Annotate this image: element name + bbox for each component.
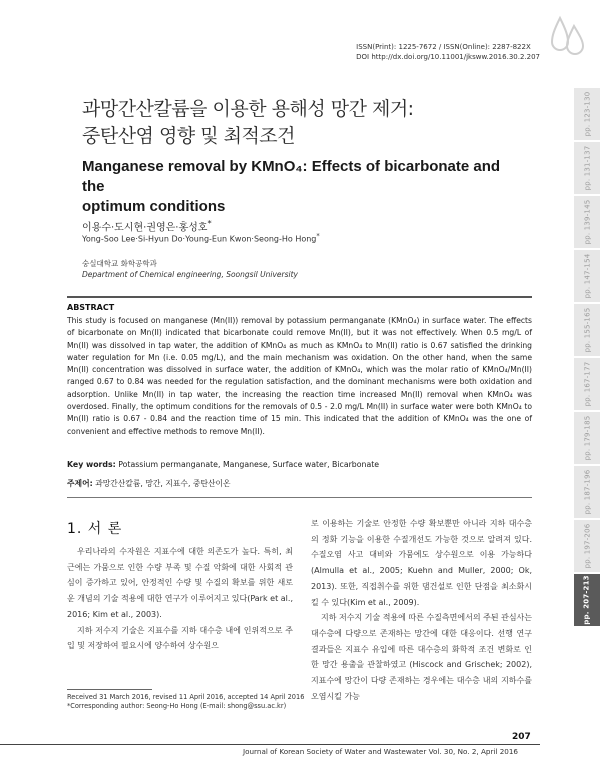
- tab-page-range[interactable]: pp. 167-177: [574, 358, 600, 412]
- abstract-text: This study is focused on manganese (Mn(II)) removal by potassium permanganate (KMnO₄) in surface water. The effects of bicarbonate on Mn(II) indicated that bicarbonate could remove Mn(II), but it was not effectively. When 0.5 mg/L of Mn(II) was dissolved in tap water, the addition of KMnO₄ as much as KMnO₄ to Mn(II) ratio is 0.67 satisfied the drinking water regulation for Mn (i.e. 0.05 mg/L), and the main mechanism was oxidation. On the other hand, when the same Mn(II) concentration was dissolved in surface water, the addition of KMnO₄, which was the molar ratio of KMnO₄/Mn(II) ranged 0.67 to 0.84 was needed for the regulation satisfaction, and the dominant mechanisms were both oxidation and adsorption. Unlike Mn(II) in tap water, the increasing the reaction time increased Mn(II) removal when KMnO₄ was overdosed. Finally, the optimum conditions for the removals of 0.5 - 2.0 mg/L Mn(II) in surface water were both KMnO₄ to Mn(II) ratio is 0.67 - 0.84 and the reaction time of 15 min. This indicated that the addition of KMnO₄ was the one of convenient and effective methods to remove Mn(II).: [67, 316, 532, 436]
- paragraph: 지하 저수지 기술은 지표수를 지하 대수층 내에 인위적으로 주입 및 저장하여 필요시에 양수하여 상수원으: [67, 625, 293, 651]
- left-column: [67, 544, 293, 654]
- paragraph: 우리나라의 수자원은 지표수에 대한 의존도가 높다. 특히, 최근에는 가뭄으로 인한 수량 부족 및 수질 악화에 대한 사회적 관심이 증가하고 있어, 안정적인 수량 및 수질의 확보를 위한 새로운 개념의 기술 적용에 대한 연구가 이루어지고 있다(Park et al., 2016; Kim et al., 2003).: [67, 547, 293, 619]
- tab-page-range[interactable]: pp. 123-130: [574, 88, 600, 142]
- paragraph: 지하 저수지 기술 적용에 따른 수질측면에서의 주된 관심사는 대수층에 다량으로 존재하는 망간에 대한 대응이다. 선행 연구 결과들은 지표수 유입에 따른 대수층의 화학적 조건 변화로 인한 망간 용출을 관찰하였고 (Hiscock and Grischek; 2002), 지표수에 망간이 다량 존재하는 경우에는 대수층 내의 지하수를 오염시킬 가능: [311, 613, 532, 701]
- tab-page-range[interactable]: pp. 187-196: [574, 466, 600, 520]
- tab-page-range[interactable]: pp. 179-185: [574, 412, 600, 466]
- section-title-introduction: 1. 서 론: [67, 521, 123, 537]
- right-column: [311, 516, 532, 704]
- issn-line: ISSN(Print): 1225-7672 / ISSN(Online): 2287-822X: [356, 43, 531, 51]
- paragraph: 로 이용하는 기술로 안정한 수량 확보뿐만 아니라 지하 대수층의 정화 기능을 이용한 수질개선도 가능한 것으로 알려져 있다. 수질오염 사고 대비와 가뭄에도 상수원으로 이용 가능하다(Almulla et al., 2005; Kuehn and Muller, 2000; Ok, 2013). 또한, 직접취수를 위한 댐건설로 인한 단점을 최소화시킬 수 있다(Kim et al., 2009).: [311, 519, 532, 607]
- keywords-label: Key words:: [67, 460, 116, 469]
- page-number: 207: [512, 732, 531, 742]
- keywords-bottom-rule: [67, 497, 532, 498]
- affiliation-korean: 숭실대학교 화학공학과: [82, 259, 157, 268]
- title-korean: 과망간산칼륨을 이용한 용해성 망간 제거: 중탄산염 영향 및 최적조건: [82, 98, 414, 147]
- keywords-kr-label: 주제어:: [67, 479, 93, 488]
- tab-page-range[interactable]: pp. 155-165: [574, 304, 600, 358]
- tab-page-range-active[interactable]: pp. 207-213: [574, 574, 600, 628]
- keywords-kr-text: 과망간산칼륨, 망간, 지표수, 중탄산이온: [95, 479, 231, 488]
- journal-citation: Journal of Korean Society of Water and Wastewater Vol. 30, No. 2, April 2016: [242, 747, 518, 756]
- tab-page-range[interactable]: pp. 139-145: [574, 196, 600, 250]
- authors-english: Yong-Soo Lee·Si-Hyun Do·Young-Eun Kwon·Seong-Ho Hong*: [82, 232, 320, 244]
- tab-page-range[interactable]: pp. 147-154: [574, 250, 600, 304]
- footnote-rule: [67, 689, 152, 690]
- received-dates: Received 31 March 2016, revised 11 April 2016, accepted 14 April 2016: [67, 693, 305, 701]
- page-range-tabs: [574, 88, 600, 698]
- water-drop-logo-icon: [550, 14, 586, 64]
- keywords-text: Potassium permanganate, Manganese, Surface water, Bicarbonate: [118, 460, 380, 469]
- affiliation-english: Department of Chemical engineering, Soongsil University: [82, 270, 298, 279]
- tab-page-range[interactable]: pp. 131-137: [574, 142, 600, 196]
- tab-page-range[interactable]: pp. 197-206: [574, 520, 600, 574]
- authors-korean: 이용수·도시현·권영은·홍성호*: [82, 218, 212, 234]
- keywords-korean: [67, 478, 532, 489]
- footnote: [67, 693, 307, 711]
- abstract-heading: ABSTRACT: [67, 303, 115, 312]
- abstract-top-rule: [67, 296, 532, 298]
- corresponding-author: *Corresponding author: Seong-Ho Hong (E-mail: shong@ssu.ac.kr): [67, 702, 287, 710]
- article-meta: [356, 42, 540, 62]
- keywords: [67, 460, 532, 469]
- doi-line[interactable]: DOI http://dx.doi.org/10.11001/jksww.2016.30.2.207: [356, 53, 540, 61]
- footer-rule: [0, 744, 540, 745]
- title-english: Manganese removal by KMnO₄: Effects of bicarbonate and the optimum conditions: [82, 158, 501, 215]
